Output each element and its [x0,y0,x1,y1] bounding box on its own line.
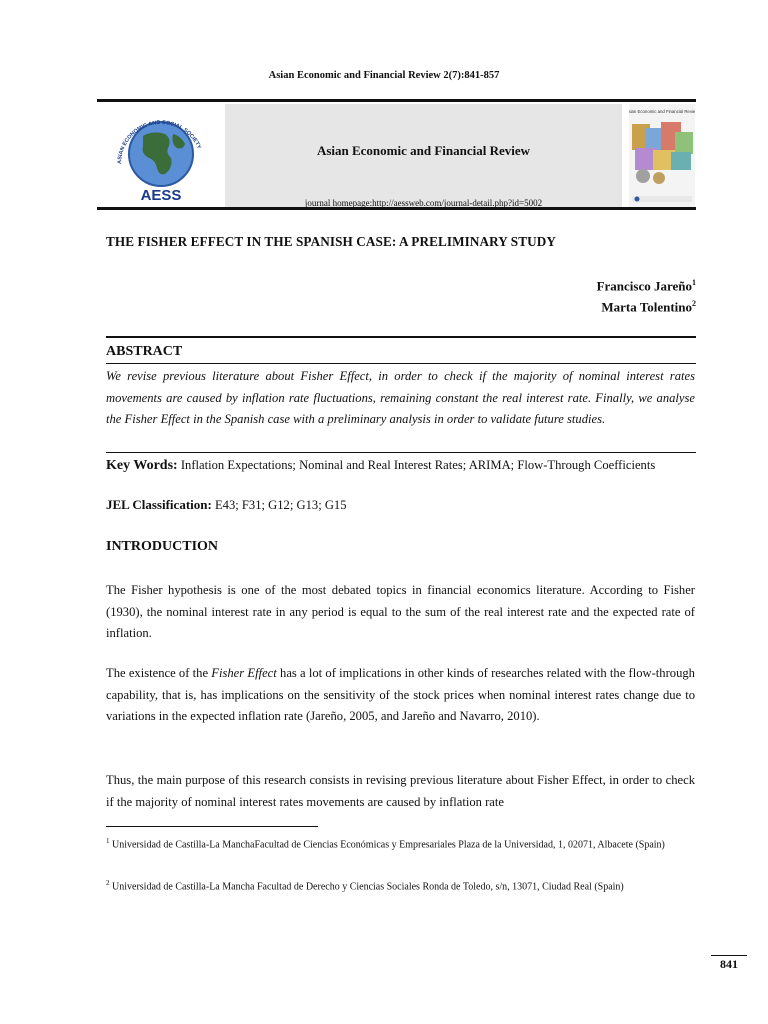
footnote-1 [106,831,695,856]
banner-center [225,104,622,207]
keywords-text: Inflation Expectations; Nominal and Real Interest Rates; ARIMA; Flow-Through Coefficients [180,458,656,472]
paper-title: THE FISHER EFFECT IN THE SPANISH CASE: A PRELIMINARY STUDY [106,234,557,249]
emphasized-term: Fisher Effect [211,666,277,680]
author-name: Francisco Jareño [596,278,692,294]
logo-ring-text: ASIAN ECONOMIC AND SOCIAL SOCIETY [116,119,202,165]
footnote-mark: 1 [106,837,110,845]
journal-name: Asian Economic and Financial Review [316,143,531,158]
abstract-top-rule [106,336,696,338]
journal-homepage-link[interactable]: journal homepage:http://aessweb.com/journal-detail.php?id=5002 [304,198,543,208]
journal-cover-image [629,104,695,207]
author-1 [597,278,696,294]
abstract-text: We revise previous literature about Fisher Effect, in order to check if the majority of nominal interest rates movements are caused by inflation rate fluctuations, remaining constant the real interest rate. Finally, we analyse the Fisher Effect in the Spanish case with a preliminary analysis in order to validate future studies. [106,369,695,427]
footnote-text: Universidad de Castilla-La ManchaFacultad de Ciencias Económicas y Empresariales Plaza de la Universidad, 1, 02071, Albacete (Spain) [112,839,665,851]
author-footnote-mark[interactable]: 2 [692,299,696,308]
footnote-rule [106,826,318,827]
intro-paragraph-1: The Fisher hypothesis is one of the most debated topics in financial economics literature. According to Fisher (1930), the nominal interest rate in any period is equal to the sum of the real interest rate and the expected rate of inflation. [106,583,695,641]
text-span: The existence of the [106,666,212,680]
footnote-mark: 2 [106,879,110,887]
footnote-2 [106,873,695,898]
keywords [106,455,695,476]
abstract-heading: ABSTRACT [106,344,183,359]
author-name: Marta Tolentino [601,299,692,315]
journal-banner [97,99,696,210]
text-span: has a lot of implications in other kinds of researches related with the flow-through capability, that is, has implications on the sensitivity of the stock prices when nominal interest rates change due to variations in the expected inflation rate (Jareño, 2005, and Jareño and Navarro, 2010). [106,666,695,724]
introduction-heading: INTRODUCTION [106,539,219,554]
abstract-bottom-rule [106,452,696,453]
intro-paragraph-2 [106,663,695,728]
author-footnote-mark[interactable]: 1 [692,278,696,287]
page-number: 841 [720,957,738,971]
jel-classification [106,497,347,513]
aess-logo [103,104,221,207]
page-number-rule [711,955,747,956]
keywords-label: Key Words: [106,458,178,473]
running-header: Asian Economic and Financial Review 2(7):841-857 [268,70,500,81]
author-2 [601,299,696,315]
logo-text: AESS [140,187,182,204]
abstract-heading-rule [106,363,696,364]
footnote-text: Universidad de Castilla-La Mancha Facultad de Derecho y Ciencias Sociales Ronda de Toledo, s/n, 13071, Ciudad Real (Spain) [112,881,624,893]
cover-title: Asian Economic and Financial Review [629,109,695,114]
jel-text: E43; F31; G12; G13; G15 [214,498,347,512]
jel-label: JEL Classification: [106,497,212,512]
intro-paragraph-3: Thus, the main purpose of this research consists in revising previous literature about Fisher Effect, in order to check if the majority of nominal interest rates movements are caused by inflation rate [106,773,695,809]
